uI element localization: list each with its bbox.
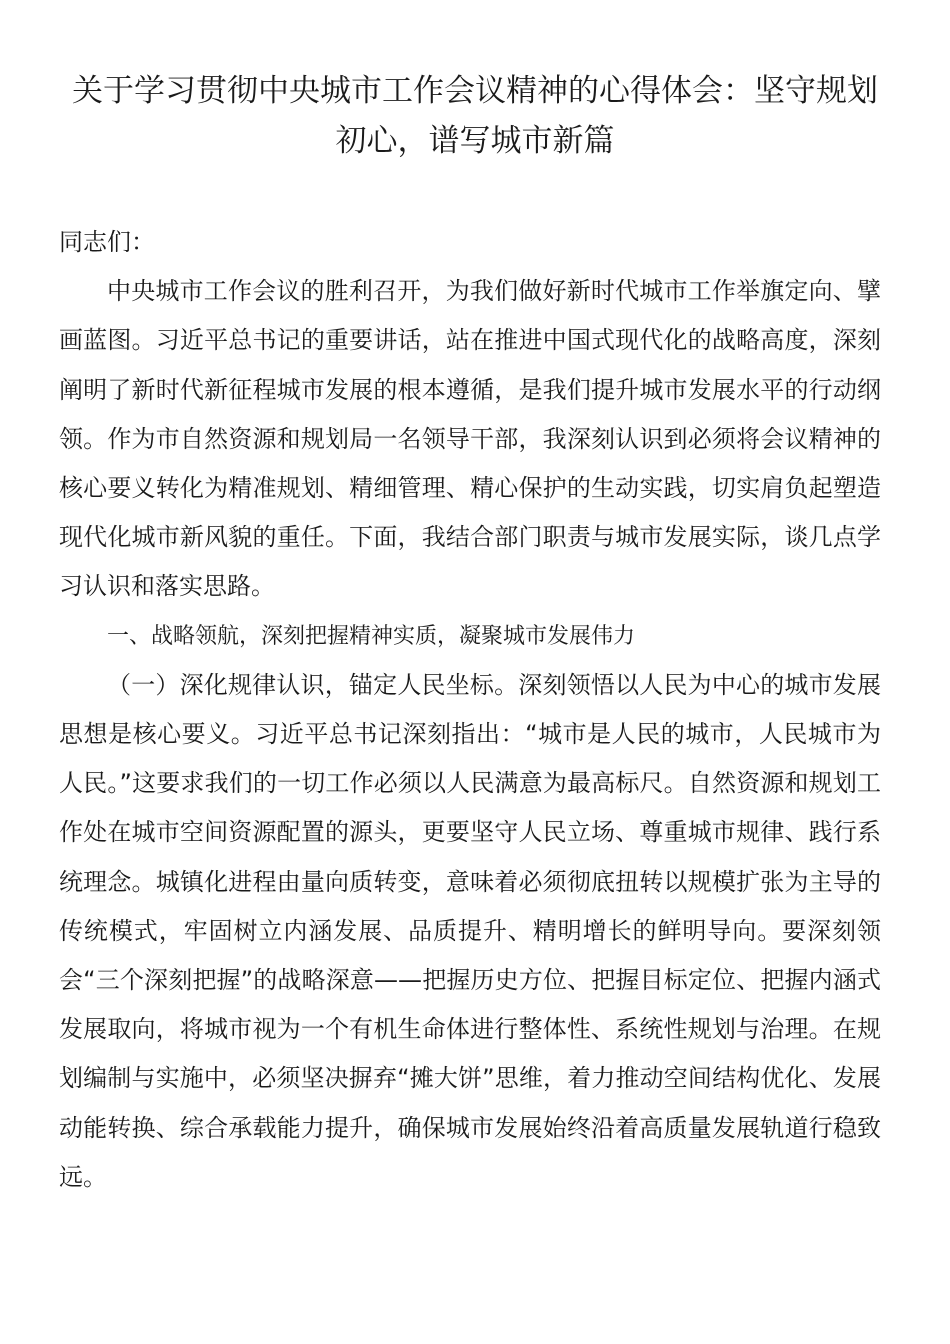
section-paragraph: （一）深化规律认识，锚定人民坐标。深刻领悟以人民为中心的城市发展思想是核心要义。习近平总书记深刻指出：“城市是人民的城市，人民城市为人民。”这要求我们的一切工作必须以人民满意为最高标尺。自然资源和规划工作处在城市空间资源配置的源头，更要坚守人民立场、尊重城市规律、践行系统理念。城镇化进程由量向质转变，意味着必须彻底扭转以规模扩张为主导的传统模式，牢固树立内涵发展、品质提升、精明增长的鲜明导向。要深刻领会“三个深刻把握”的战略深意——把握历史方位、把握目标定位、把握内涵式发展取向，将城市视为一个有机生命体进行整体性、系统性规划与治理。在规划编制与实施中，必须坚决摒弃“摊大饼”思维，着力推动空间结构优化、发展动能转换、综合承载能力提升，确保城市发展始终沿着高质量发展轨道行稳致远。 — [59, 670, 881, 1191]
salutation: 同志们： — [59, 228, 155, 256]
section-heading: 一、战略领航，深刻把握精神实质，凝聚城市发展伟力 — [107, 623, 636, 649]
document-title: 关于学习贯彻中央城市工作会议精神的心得体会：坚守规划初心，谱写城市新篇 — [72, 73, 878, 159]
document-body — [59, 218, 881, 1202]
body-paragraph: 中央城市工作会议的胜利召开，为我们做好新时代城市工作举旗定向、擘画蓝图。习近平总书记的重要讲话，站在推进中国式现代化的战略高度，深刻阐明了新时代新征程城市发展的根本遵循，是我们提升城市发展水平的行动纲领。作为市自然资源和规划局一名领导干部，我深刻认识到必须将会议精神的核心要义转化为精准规划、精细管理、精心保护的生动实践，切实肩负起塑造现代化城市新风貌的重任。下面，我结合部门职责与城市发展实际，谈几点学习认识和落实思路。 — [59, 277, 881, 601]
